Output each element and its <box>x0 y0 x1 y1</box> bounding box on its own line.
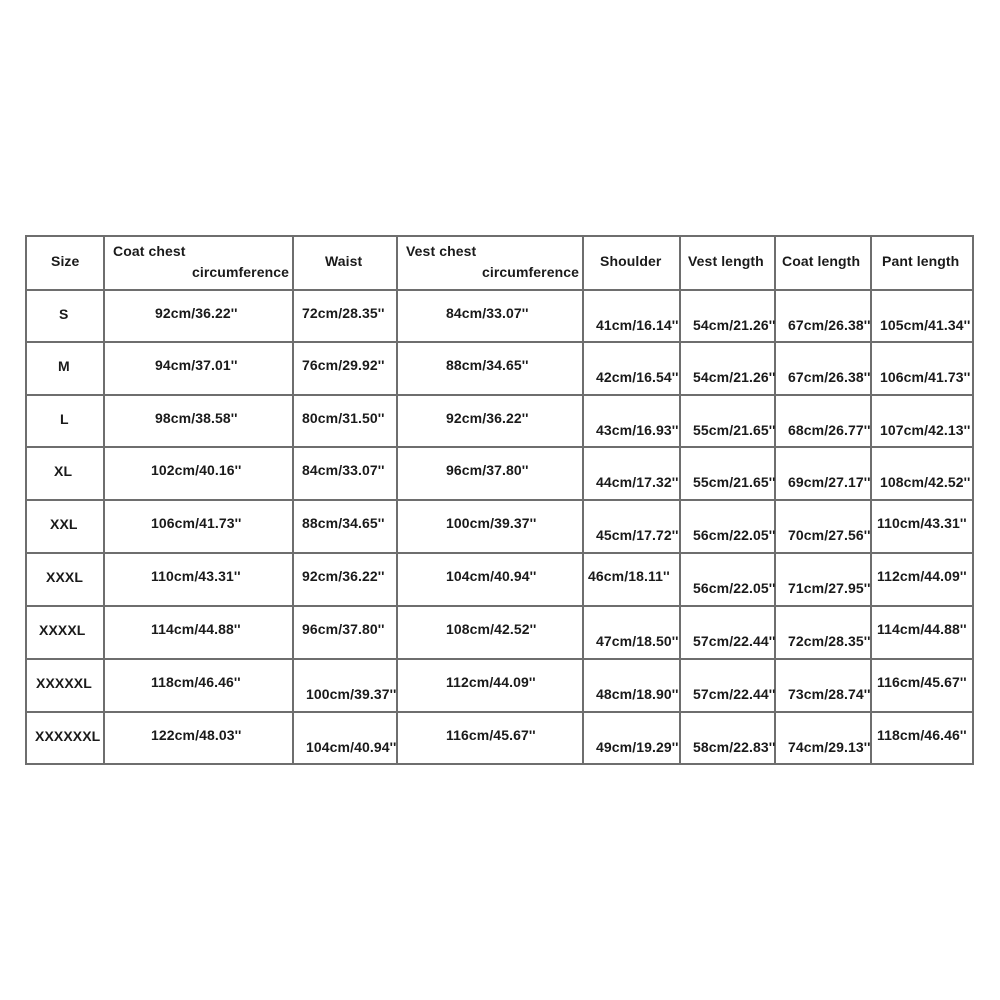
table-cell-size: XXXXXL <box>36 675 92 691</box>
table-cell-vest-chest: 104cm/40.94'' <box>446 568 537 584</box>
table-cell-coat-chest: 122cm/48.03'' <box>151 727 242 743</box>
table-grid-hline <box>25 763 974 765</box>
table-cell-vest-chest: 96cm/37.80'' <box>446 462 529 478</box>
header-shoulder: Shoulder <box>600 253 662 269</box>
table-cell-coat-length: 71cm/27.95'' <box>788 580 871 596</box>
table-grid-hline <box>25 711 974 713</box>
table-cell-shoulder: 48cm/18.90'' <box>596 686 679 702</box>
table-cell-vest-length: 57cm/22.44'' <box>693 686 776 702</box>
table-cell-vest-chest: 116cm/45.67'' <box>446 727 536 743</box>
table-cell-size: XXXXL <box>39 622 86 638</box>
table-cell-size: L <box>60 411 69 427</box>
table-cell-vest-length: 56cm/22.05'' <box>693 580 776 596</box>
header-coat-chest-circumference: circumference <box>192 264 290 280</box>
table-cell-coat-chest: 94cm/37.01'' <box>155 357 238 373</box>
header-vest-chest-circumference: circumference <box>482 264 580 280</box>
table-cell-coat-length: 70cm/27.56'' <box>788 527 871 543</box>
header-coat-length: Coat length <box>782 253 861 269</box>
size-chart-table <box>25 235 974 765</box>
table-cell-waist: 96cm/37.80'' <box>302 621 385 637</box>
header-vest-length: Vest length <box>688 253 764 269</box>
table-cell-coat-length: 67cm/26.38'' <box>788 317 871 333</box>
header-coat-chest: Coat chest <box>113 243 186 259</box>
table-cell-coat-chest: 98cm/38.58'' <box>155 410 238 426</box>
table-cell-coat-length: 68cm/26.77'' <box>788 422 871 438</box>
table-cell-shoulder: 49cm/19.29'' <box>596 739 679 755</box>
table-cell-vest-chest: 92cm/36.22'' <box>446 410 529 426</box>
table-cell-coat-length: 69cm/27.17'' <box>788 474 871 490</box>
table-cell-shoulder: 46cm/18.11'' <box>588 568 670 584</box>
table-cell-pant-length: 105cm/41.34'' <box>880 317 971 333</box>
table-cell-coat-length: 73cm/28.74'' <box>788 686 871 702</box>
table-cell-waist: 76cm/29.92'' <box>302 357 385 373</box>
table-cell-shoulder: 43cm/16.93'' <box>596 422 679 438</box>
table-cell-size: XXXL <box>46 569 83 585</box>
table-cell-vest-length: 54cm/21.26'' <box>693 369 776 385</box>
table-cell-pant-length: 108cm/42.52'' <box>880 474 971 490</box>
table-cell-shoulder: 41cm/16.14'' <box>596 317 679 333</box>
table-cell-size: XXL <box>50 516 78 532</box>
table-cell-size: S <box>59 306 69 322</box>
table-grid-hline <box>25 499 974 501</box>
table-cell-coat-chest: 118cm/46.46'' <box>151 674 241 690</box>
table-cell-shoulder: 42cm/16.54'' <box>596 369 679 385</box>
table-cell-pant-length: 107cm/42.13'' <box>880 422 971 438</box>
table-cell-shoulder: 44cm/17.32'' <box>596 474 679 490</box>
table-cell-shoulder: 45cm/17.72'' <box>596 527 679 543</box>
table-grid-hline <box>25 658 974 660</box>
table-cell-waist: 84cm/33.07'' <box>302 462 385 478</box>
table-cell-size: XXXXXXL <box>35 728 101 744</box>
table-cell-size: M <box>58 358 70 374</box>
header-pant-length: Pant length <box>882 253 960 269</box>
table-grid-hline <box>25 446 974 448</box>
table-cell-pant-length: 114cm/44.88'' <box>877 621 967 637</box>
table-cell-vest-chest: 112cm/44.09'' <box>446 674 536 690</box>
table-cell-vest-length: 57cm/22.44'' <box>693 633 776 649</box>
table-cell-coat-chest: 114cm/44.88'' <box>151 621 241 637</box>
table-cell-pant-length: 116cm/45.67'' <box>877 674 967 690</box>
table-cell-vest-length: 55cm/21.65'' <box>693 422 776 438</box>
table-cell-coat-chest: 110cm/43.31'' <box>151 568 241 584</box>
table-cell-vest-chest: 84cm/33.07'' <box>446 305 529 321</box>
table-cell-coat-length: 67cm/26.38'' <box>788 369 871 385</box>
table-cell-waist: 104cm/40.94'' <box>306 739 397 755</box>
table-cell-pant-length: 110cm/43.31'' <box>877 515 967 531</box>
table-cell-vest-length: 58cm/22.83'' <box>693 739 776 755</box>
table-grid-hline <box>25 235 974 237</box>
table-cell-vest-length: 54cm/21.26'' <box>693 317 776 333</box>
header-size: Size <box>51 253 80 269</box>
table-cell-vest-chest: 100cm/39.37'' <box>446 515 537 531</box>
table-cell-pant-length: 112cm/44.09'' <box>877 568 967 584</box>
table-cell-coat-length: 72cm/28.35'' <box>788 633 871 649</box>
header-waist: Waist <box>325 253 363 269</box>
table-cell-waist: 80cm/31.50'' <box>302 410 385 426</box>
table-cell-coat-chest: 92cm/36.22'' <box>155 305 238 321</box>
table-grid-hline <box>25 605 974 607</box>
table-cell-waist: 100cm/39.37'' <box>306 686 397 702</box>
table-cell-pant-length: 106cm/41.73'' <box>880 369 971 385</box>
table-grid-hline <box>25 289 974 291</box>
table-cell-vest-chest: 88cm/34.65'' <box>446 357 529 373</box>
table-cell-coat-chest: 106cm/41.73'' <box>151 515 242 531</box>
table-grid-hline <box>25 394 974 396</box>
table-cell-vest-length: 55cm/21.65'' <box>693 474 776 490</box>
table-cell-waist: 92cm/36.22'' <box>302 568 385 584</box>
table-cell-vest-length: 56cm/22.05'' <box>693 527 776 543</box>
table-cell-coat-length: 74cm/29.13'' <box>788 739 871 755</box>
table-cell-coat-chest: 102cm/40.16'' <box>151 462 242 478</box>
table-cell-size: XL <box>54 463 73 479</box>
table-grid-hline <box>25 341 974 343</box>
table-cell-pant-length: 118cm/46.46'' <box>877 727 967 743</box>
table-cell-vest-chest: 108cm/42.52'' <box>446 621 537 637</box>
table-cell-waist: 88cm/34.65'' <box>302 515 385 531</box>
table-cell-waist: 72cm/28.35'' <box>302 305 385 321</box>
header-vest-chest: Vest chest <box>406 243 477 259</box>
table-grid-hline <box>25 552 974 554</box>
table-cell-shoulder: 47cm/18.50'' <box>596 633 679 649</box>
